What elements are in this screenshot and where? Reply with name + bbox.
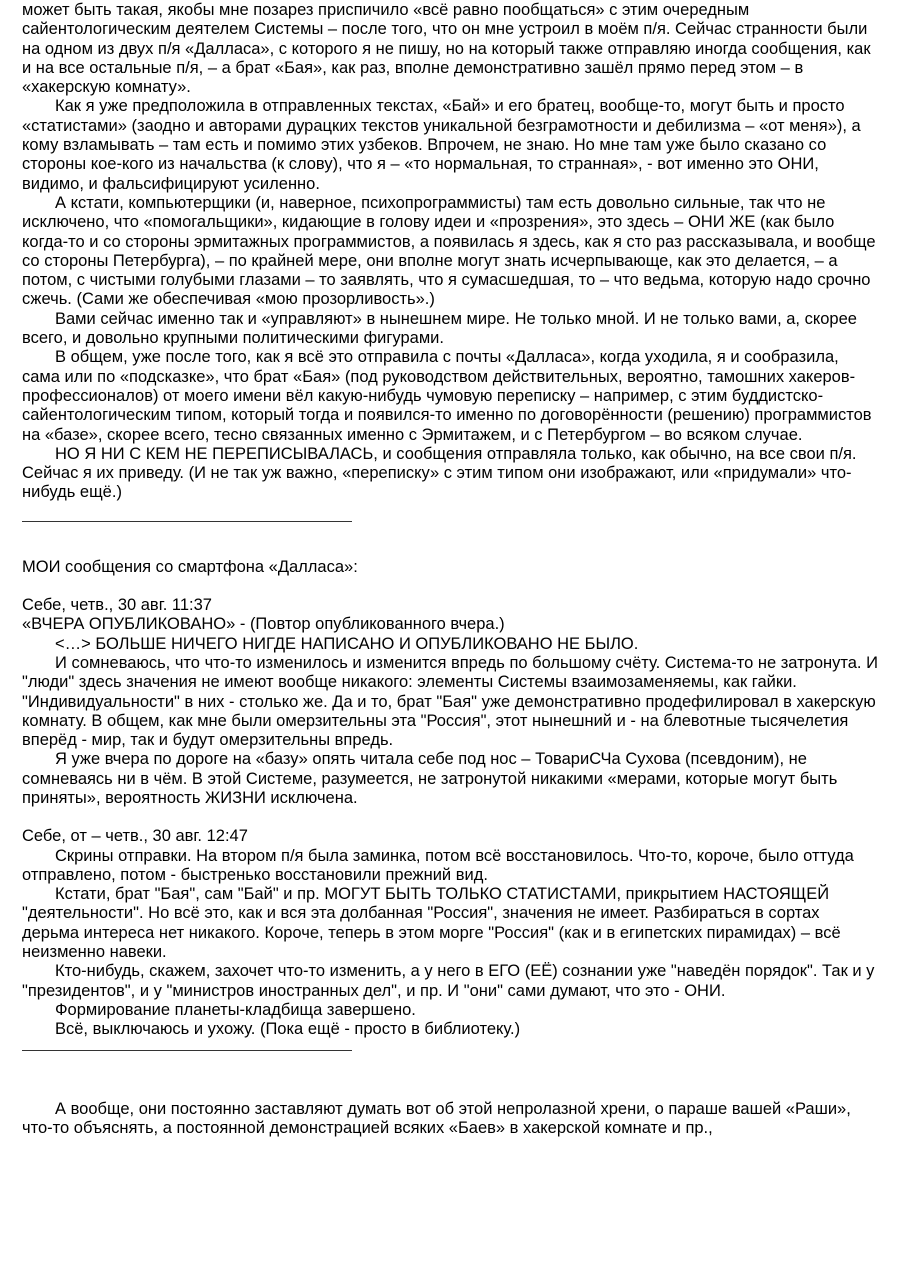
message-header: Себе, четв., 30 авг. 11:37 — [22, 596, 212, 615]
paragraph: Как я уже предположила в отправленных текстах, «Бай» и его братец, вообще-то, могут быть и просто «статистами» (заодно и авторами дурацких текстов уникальной безграмотности и дебилизма – «от меня»), а кому взламывать – там есть и помимо этих узбеков. Впрочем, не знаю. Но мне там уже было сказано со стороны кое-кого из начальства (к слову), что я – «то нормальная, то странная», - вот именно это ОНИ, видимо, и фальсифицируют усиленно. — [22, 97, 861, 193]
section-title: МОИ сообщения со смартфона «Далласа»: — [22, 557, 358, 576]
paragraph: НО Я НИ С КЕМ НЕ ПЕРЕПИСЫВАЛАСЬ, и сообщения отправляла только, как обычно, на все свои п/я. Сейчас я их приведу. (И не так уж важно, «переписку» с этим типом они изображают, или «придумали» что-нибудь ещё.) — [22, 444, 857, 502]
document-page — [22, 1, 880, 1138]
paragraph: В общем, уже после того, как я всё это отправила с почты «Далласа», когда уходила, я и сообразила, сама или по «подсказке», что брат «Бая» (под руководством действительных, вероятно, тамошних хакеров-профессионалов) от моего имени вёл какую-нибудь чумовую переписку – например, с этим буддистско-сайентологическим типом, который тогда и появился-то именно по договорённости (решению) программистов на «базе», скорее всего, тесно связанных именно с Эрмитажем, и с Петербургом – во всяком случае. — [22, 348, 872, 444]
paragraph: А кстати, компьютерщики (и, наверное, психопрограммисты) там есть довольно сильные, так что не исключено, что «помогальщики», кидающие в голову идеи и «прозрения», это здесь – ОНИ ЖЕ (как было когда-то и со стороны эрмитажных программистов, а появилась я здесь, как я сто раз рассказывала, и вообще со стороны Петербурга), – по крайней мере, они вполне могут знать исчерпывающе, как это делается, – а потом, с чистыми голубыми глазами – то заявлять, что я сумасшедшая, то – что ведьма, которую надо срочно сжечь. (Сами же обеспечивая «мою прозорливость».) — [22, 193, 876, 309]
message-subject: «ВЧЕРА ОПУБЛИКОВАНО» - (Повтор опубликованного вчера.) — [22, 615, 505, 634]
message-paragraph: <…> БОЛЬШЕ НИЧЕГО НИГДЕ НАПИСАНО И ОПУБЛИКОВАНО НЕ БЫЛО. — [55, 634, 639, 653]
paragraph: может быть такая, якобы мне позарез приспичило «всё равно пообщаться» с этим очередным сайентологическим деятелем Системы – после того, что он мне устроил в моём п/я. Сейчас странности были на одном из двух п/я «Далласа», с которого я не пишу, но на который также отправляю иногда сообщения, как и на все остальные п/я, – а брат «Бая», как раз, вполне демонстративно зашёл прямо перед этом – в «хакерскую комнату». — [22, 1, 871, 97]
separator — [22, 1040, 880, 1060]
message-header: Себе, от – четв., 30 авг. 12:47 — [22, 827, 248, 846]
message-paragraph: Скрины отправки. На втором п/я была заминка, потом всё восстановилось. Что-то, короче, было оттуда отправлено, потом - быстренько восстановили прежний вид. — [22, 846, 854, 884]
message-paragraph: И сомневаюсь, что что-то изменилось и изменится впредь по большому счёту. Система-то не затронута. И "люди" здесь значения не имеют вообще никакого: элементы Системы взаимозаменяемы, как гайки. "Индивидуальности" в них - столько же. Да и то, брат "Бая" уже демонстративно продефилировал в хакерскую комнату. В общем, как мне были омерзительны эта "Россия", этот нынешний и - на блевотные тысячелетия вперёд - мир, так и будут омерзительны впредь. — [22, 653, 878, 750]
message-paragraph: Я уже вчера по дороге на «базу» опять читала себе под нос – ТовариСЧа Сухова (псевдоним), не сомневаясь ни в чём. В этой Системе, разумеется, не затронутой никакими «мерами, которые могут быть приняты», вероятность ЖИЗНИ исключена. — [22, 750, 838, 807]
separator — [22, 503, 880, 539]
message-paragraph: Кто-нибудь, скажем, захочет что-то изменить, а у него в ЕГО (ЕЁ) сознании уже "наведён порядок". Так и у "президентов", и у "министров иностранных дел", и пр. И "они" сами думают, что это - ОНИ. — [22, 962, 875, 1000]
message-paragraph: Всё, выключаюсь и ухожу. (Пока ещё - просто в библиотеку.) — [55, 1020, 521, 1039]
message-paragraph: Кстати, брат "Бая", сам "Бай" и пр. МОГУТ БЫТЬ ТОЛЬКО СТАТИСТАМИ, прикрытием НАСТОЯЩЕЙ "деятельности". Но всё это, как и вся эта долбанная "Россия", значения не имеет. Разбираться в сортах дерьма интереса нет никакого. Короче, теперь в этом морге "Россия" (как и в египетских пирамидах) – всё неизменно навеки. — [22, 885, 841, 962]
paragraph: Вами сейчас именно так и «управляют» в нынешнем мире. Не только мной. И не только вами, а, скорее всего, и довольно крупными политическими фигурами. — [22, 309, 857, 348]
paragraph: А вообще, они постоянно заставляют думать вот об этой непролазной хрени, о параше вашей «Раши», что-то объяснять, а постоянной демонстрацией всяких «Баев» в хакерской комнате и пр., — [22, 1099, 851, 1137]
message-paragraph: Формирование планеты-кладбища завершено. — [55, 1000, 416, 1019]
